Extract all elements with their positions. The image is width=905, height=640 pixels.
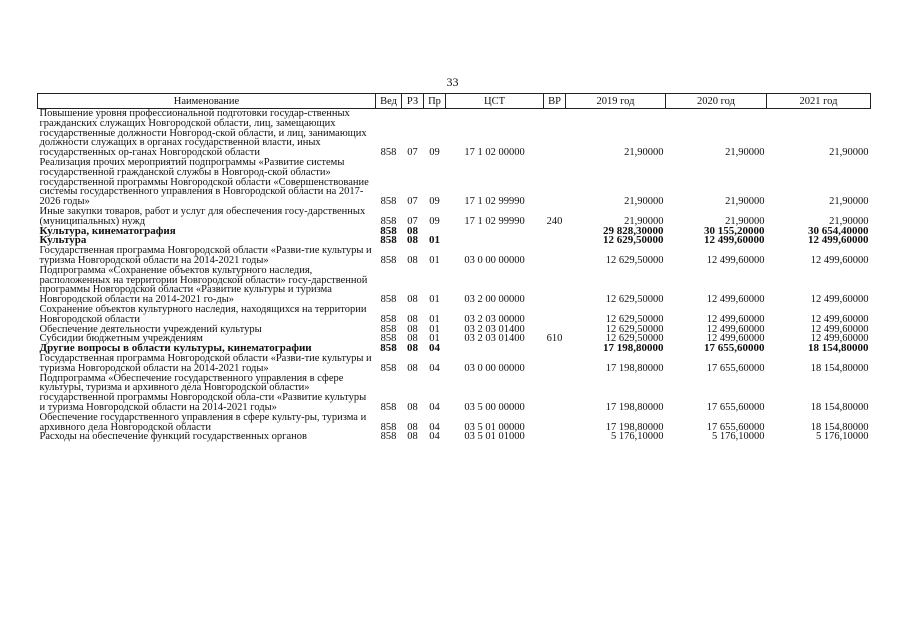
table-row bbox=[38, 432, 871, 442]
row-value-2021: 21,90000 bbox=[829, 215, 869, 227]
header-cst: ЦСТ bbox=[446, 94, 544, 109]
row-value-2020: 12 499,60000 bbox=[706, 313, 765, 325]
header-ved: Вед bbox=[376, 94, 402, 109]
row-value-2021: 12 499,60000 bbox=[810, 313, 869, 325]
row-ved: 858 bbox=[380, 215, 397, 227]
row-cst: 17 1 02 00000 bbox=[464, 147, 525, 159]
row-cst: 03 2 03 01400 bbox=[464, 333, 525, 345]
row-ved: 858 bbox=[380, 234, 397, 247]
row-pr: 04 bbox=[429, 431, 440, 443]
header-2021: 2021 год bbox=[767, 94, 871, 109]
row-ved: 858 bbox=[380, 224, 397, 237]
row-rz: 08 bbox=[407, 224, 418, 237]
row-value-2020: 17 655,60000 bbox=[706, 401, 765, 413]
row-value-2021: 12 499,60000 bbox=[808, 234, 869, 247]
header-vr: ВР bbox=[544, 94, 566, 109]
row-name: Подпрограмма «Сохранение объектов культурного наследия, расположенных на территории Новгородской области» госу-дарственной программы Новгородской области «Развитие культуры и туризма Новгородской области на 2014-2021 го-ды» bbox=[39, 264, 368, 306]
header-2019: 2019 год bbox=[566, 94, 666, 109]
row-value-2021: 5 176,10000 bbox=[816, 431, 869, 443]
row-value-2019: 12 629,50000 bbox=[605, 254, 664, 266]
row-name: Государственная программа Новгородской области «Разви-тие культуры и туризма Новгородской области на 2014-2021 годы» bbox=[39, 352, 372, 374]
row-pr: 04 bbox=[429, 401, 440, 413]
row-value-2020: 30 155,20000 bbox=[704, 224, 765, 237]
table-row bbox=[38, 207, 871, 227]
row-vr bbox=[544, 109, 566, 158]
row-value-2021: 18 154,80000 bbox=[810, 362, 869, 374]
row-name: Государственная программа Новгородской области «Разви-тие культуры и туризма Новгородской области на 2014-2021 годы» bbox=[39, 245, 372, 266]
row-vr bbox=[544, 227, 566, 237]
row-name: Культура, кинематография bbox=[39, 224, 176, 237]
row-vr bbox=[544, 413, 566, 433]
row-value-2019: 12 629,50000 bbox=[605, 313, 664, 325]
row-value-2019: 12 629,50000 bbox=[605, 294, 664, 306]
row-ved: 858 bbox=[380, 401, 397, 413]
table-row bbox=[38, 305, 871, 325]
row-ved: 858 bbox=[380, 362, 397, 374]
table-row bbox=[38, 246, 871, 266]
row-name: Подпрограмма «Обеспечение государственного управления в сфере культуры, туризма и архивного дела Новгородской области» государственной программы Новгородской обла-сти «Развитие культуры и туризма Новгородской области на 2014-2021 годы» bbox=[39, 372, 367, 413]
row-cst: 17 1 02 99990 bbox=[464, 196, 525, 208]
row-cst: 03 5 01 00000 bbox=[464, 421, 525, 433]
row-value-2021: 21,90000 bbox=[829, 147, 869, 159]
table-row bbox=[38, 158, 871, 207]
row-rz: 08 bbox=[407, 431, 418, 443]
row-value-2021: 12 499,60000 bbox=[810, 323, 869, 335]
row-cst bbox=[446, 344, 544, 354]
row-vr bbox=[544, 344, 566, 354]
table-row bbox=[38, 354, 871, 374]
row-name: Культура bbox=[39, 234, 87, 247]
table-header-row bbox=[38, 94, 871, 109]
row-pr: 01 bbox=[429, 294, 440, 306]
row-rz: 08 bbox=[407, 421, 418, 433]
row-pr: 01 bbox=[429, 234, 440, 247]
row-cst: 03 5 00 00000 bbox=[464, 401, 525, 413]
row-value-2020: 12 499,60000 bbox=[704, 234, 765, 247]
row-value-2019: 12 629,50000 bbox=[605, 333, 664, 345]
row-rz: 07 bbox=[407, 196, 418, 208]
row-value-2019: 12 629,50000 bbox=[603, 234, 664, 247]
row-cst: 03 2 03 00000 bbox=[464, 313, 525, 325]
row-name: Сохранение объектов культурного наследия, находящихся на территории Новгородской области bbox=[39, 303, 367, 325]
row-pr: 09 bbox=[429, 215, 440, 227]
row-value-2020: 12 499,60000 bbox=[706, 333, 765, 345]
row-value-2020: 12 499,60000 bbox=[706, 294, 765, 306]
row-cst: 03 5 01 01000 bbox=[464, 431, 525, 443]
row-pr: 09 bbox=[429, 196, 440, 208]
row-pr: 04 bbox=[429, 421, 440, 433]
row-vr bbox=[544, 354, 566, 374]
row-value-2021: 18 154,80000 bbox=[810, 421, 869, 433]
row-name: Обеспечение деятельности учреждений культуры bbox=[39, 323, 262, 335]
row-value-2021: 18 154,80000 bbox=[810, 401, 869, 413]
row-value-2019: 17 198,80000 bbox=[603, 342, 664, 355]
row-rz: 08 bbox=[407, 313, 418, 325]
row-vr: 610 bbox=[546, 333, 563, 345]
row-value-2019: 21,90000 bbox=[624, 196, 664, 208]
table-row bbox=[38, 266, 871, 305]
row-value-2019: 17 198,80000 bbox=[605, 421, 664, 433]
row-value-2021: 12 499,60000 bbox=[810, 333, 869, 345]
row-pr: 04 bbox=[429, 342, 440, 355]
row-value-2020: 21,90000 bbox=[725, 215, 765, 227]
row-ved: 858 bbox=[380, 342, 397, 355]
row-vr bbox=[544, 374, 566, 413]
row-rz: 08 bbox=[407, 333, 418, 345]
row-value-2019: 21,90000 bbox=[624, 215, 664, 227]
row-value-2020: 21,90000 bbox=[725, 147, 765, 159]
header-name: Наименование bbox=[38, 94, 376, 109]
row-cst: 03 0 00 00000 bbox=[464, 362, 525, 374]
row-rz: 08 bbox=[407, 294, 418, 306]
row-value-2019: 5 176,10000 bbox=[611, 431, 664, 443]
row-name: Повышение уровня профессиональной подготовки государ-ственных гражданских служащих Новгородской области, лиц, замещающих государственные должности Новгород-ской области, и лиц, занимающих должности служащих в органах государственной власти, иных государственных ор-ганах Новгородской области bbox=[39, 108, 367, 159]
row-pr: 01 bbox=[429, 313, 440, 325]
table-body bbox=[38, 109, 871, 443]
row-rz: 08 bbox=[407, 362, 418, 374]
row-ved: 858 bbox=[380, 333, 397, 345]
row-ved: 858 bbox=[380, 196, 397, 208]
row-value-2019: 12 629,50000 bbox=[605, 323, 664, 335]
row-value-2020: 17 655,60000 bbox=[706, 362, 765, 374]
row-ved: 858 bbox=[380, 421, 397, 433]
row-rz: 07 bbox=[407, 147, 418, 159]
row-rz: 08 bbox=[407, 323, 418, 335]
row-value-2021: 21,90000 bbox=[829, 196, 869, 208]
row-vr bbox=[544, 266, 566, 305]
table-row bbox=[38, 413, 871, 433]
row-cst bbox=[446, 227, 544, 237]
row-ved: 858 bbox=[380, 254, 397, 266]
row-rz: 08 bbox=[407, 401, 418, 413]
row-ved: 858 bbox=[380, 147, 397, 159]
header-pr: Пр bbox=[424, 94, 446, 109]
budget-table bbox=[37, 93, 871, 442]
row-name: Расходы на обеспечение функций государственных органов bbox=[39, 431, 307, 443]
row-pr: 01 bbox=[429, 323, 440, 335]
row-cst bbox=[446, 236, 544, 246]
row-value-2020: 21,90000 bbox=[725, 196, 765, 208]
row-value-2019: 17 198,80000 bbox=[605, 401, 664, 413]
row-rz: 08 bbox=[407, 234, 418, 247]
row-value-2020: 17 655,60000 bbox=[704, 342, 765, 355]
row-vr bbox=[544, 305, 566, 325]
row-vr bbox=[544, 432, 566, 442]
row-rz: 08 bbox=[407, 342, 418, 355]
row-pr: 09 bbox=[429, 147, 440, 159]
row-value-2020: 12 499,60000 bbox=[706, 254, 765, 266]
row-pr: 01 bbox=[429, 254, 440, 266]
row-ved: 858 bbox=[380, 294, 397, 306]
row-rz: 08 bbox=[407, 254, 418, 266]
row-ved: 858 bbox=[380, 431, 397, 443]
row-value-2020: 12 499,60000 bbox=[706, 323, 765, 335]
row-ved: 858 bbox=[380, 323, 397, 335]
row-value-2021: 12 499,60000 bbox=[810, 254, 869, 266]
row-cst: 17 1 02 99990 bbox=[464, 215, 525, 227]
table-row bbox=[38, 374, 871, 413]
row-name: Обеспечение государственного управления в сфере культу-ры, туризма и архивного дела Новгородской области bbox=[39, 411, 367, 433]
row-vr bbox=[544, 236, 566, 246]
header-rz: РЗ bbox=[402, 94, 424, 109]
row-value-2021: 18 154,80000 bbox=[808, 342, 869, 355]
row-name: Другие вопросы в области культуры, кинематографии bbox=[39, 342, 312, 355]
row-value-2019: 17 198,80000 bbox=[605, 362, 664, 374]
row-vr bbox=[544, 158, 566, 207]
row-name: Субсидии бюджетным учреждениям bbox=[39, 333, 203, 345]
row-cst: 03 2 03 01400 bbox=[464, 323, 525, 335]
row-cst: 03 2 00 00000 bbox=[464, 294, 525, 306]
row-vr: 240 bbox=[546, 215, 563, 227]
row-value-2019: 29 828,30000 bbox=[603, 224, 664, 237]
header-2020: 2020 год bbox=[666, 94, 767, 109]
row-name: Реализация прочих мероприятий подпрограммы «Развитие системы государственной гражданской службы в Новгород-ской области» государственной программы Новгородской области «Совершенствование системы государственного управления в Новгородской области на 2017-2026 годы» bbox=[39, 156, 369, 208]
row-value-2021: 30 654,40000 bbox=[808, 224, 869, 237]
row-cst: 03 0 00 00000 bbox=[464, 254, 525, 266]
table-row bbox=[38, 109, 871, 158]
row-name: Иные закупки товаров, работ и услуг для обеспечения госу-дарственных (муниципальных) нужд bbox=[39, 205, 366, 227]
row-rz: 07 bbox=[407, 215, 418, 227]
page-number: 33 bbox=[446, 75, 459, 89]
row-value-2020: 5 176,10000 bbox=[712, 431, 765, 443]
row-ved: 858 bbox=[380, 313, 397, 325]
row-value-2019: 21,90000 bbox=[624, 147, 664, 159]
row-pr: 01 bbox=[429, 333, 440, 345]
row-value-2020: 17 655,60000 bbox=[706, 421, 765, 433]
row-vr bbox=[544, 246, 566, 266]
row-value-2021: 12 499,60000 bbox=[810, 294, 869, 306]
row-pr: 04 bbox=[429, 362, 440, 374]
